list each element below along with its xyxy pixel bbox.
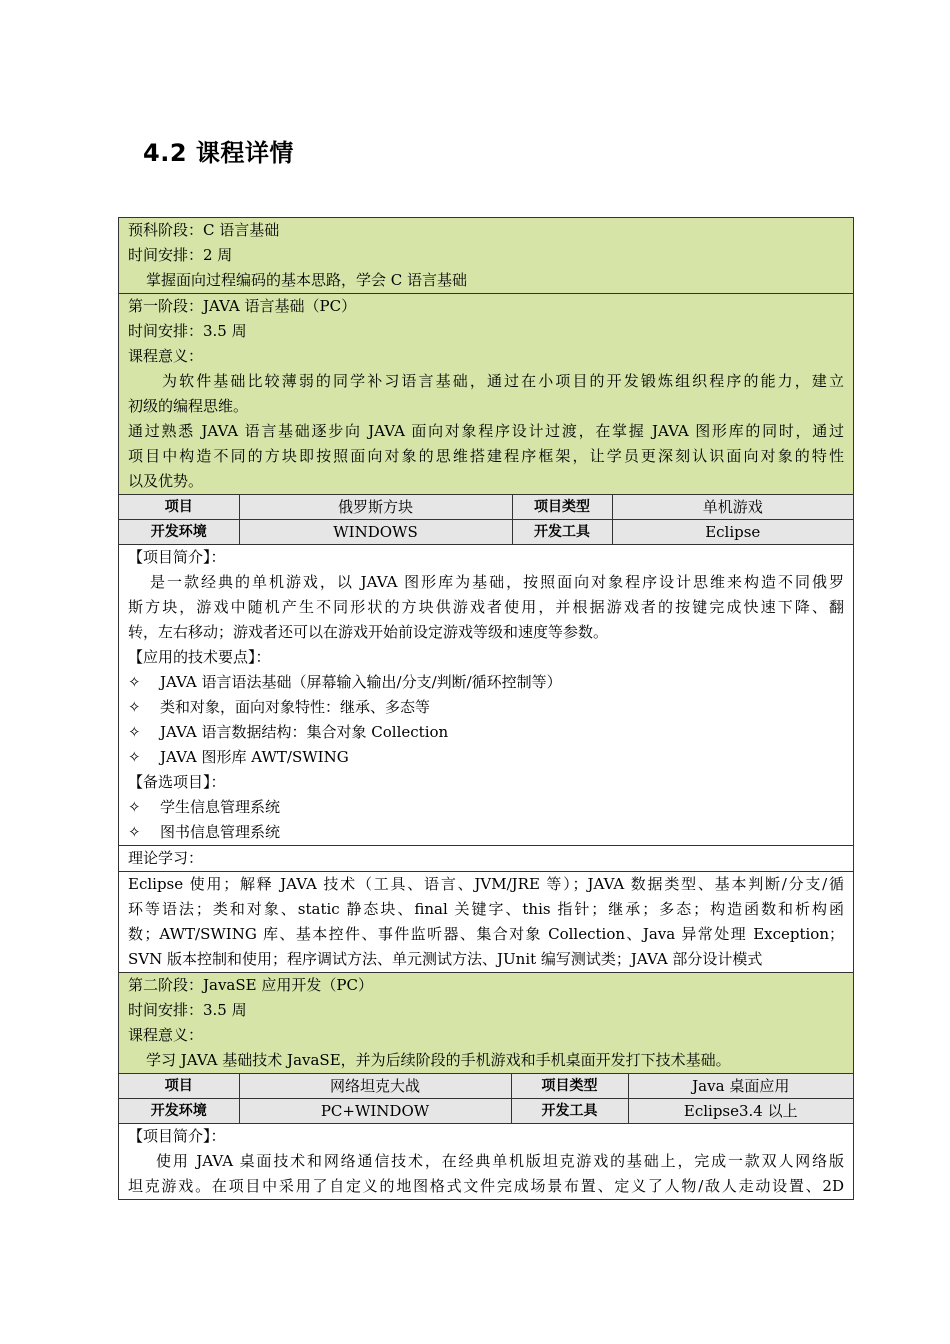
stage1-meaning-line: 为软件基础比较薄弱的同学补习语言基础，通过在小项目的开发锻炼组织程序的能力，建立 bbox=[162, 372, 844, 390]
tech-item-text: 类和对象，面向对象特性：继承、多态等 bbox=[160, 698, 431, 716]
stage1-intro-block bbox=[119, 545, 853, 846]
project-value: 俄罗斯方块 bbox=[239, 495, 512, 520]
stage1-block bbox=[119, 294, 853, 495]
stage2-meaning-label: 课程意义： bbox=[128, 1026, 204, 1044]
alt-item-text: 图书信息管理系统 bbox=[160, 823, 281, 841]
tech-item-text: JAVA 语言数据结构：集合对象 Collection bbox=[160, 723, 449, 741]
dev-env-label: 开发环境 bbox=[119, 1099, 239, 1124]
dev-tool-value: Eclipse3.4 以上 bbox=[628, 1099, 853, 1124]
dev-tool-value: Eclipse bbox=[612, 520, 853, 545]
stage2-title: 第二阶段：JavaSE 应用开发（PC） bbox=[128, 976, 373, 994]
project-type-value: Java 桌面应用 bbox=[628, 1074, 853, 1099]
intro-line: 是一款经典的单机游戏，以 JAVA 图形库为基础，按照面向对象程序设计思维来构造不同俄罗 bbox=[150, 573, 844, 591]
bullet-icon: ✧ bbox=[128, 723, 141, 741]
section-heading: 4.2 课程详情 bbox=[143, 139, 294, 167]
theory-line: SVN 版本控制和使用；程序调试方法、单元测试方法、JUnit 编写测试类；JAVA 部分设计模式 bbox=[128, 950, 763, 968]
tech-list-item bbox=[128, 670, 844, 695]
prep-stage-time: 时间安排：2 周 bbox=[128, 246, 233, 264]
project-type-label: 项目类型 bbox=[512, 495, 612, 520]
tech-list-item bbox=[128, 745, 844, 770]
dev-env-value: PC+WINDOW bbox=[239, 1099, 511, 1124]
bullet-icon: ✧ bbox=[128, 748, 141, 766]
alt-list-item bbox=[128, 820, 844, 845]
stage1-meaning-label: 课程意义： bbox=[128, 347, 204, 365]
stage1-meaning-line: 以及优势。 bbox=[128, 472, 204, 490]
alt-label: 【备选项目】： bbox=[128, 773, 226, 791]
alt-list-item bbox=[128, 795, 844, 820]
prep-stage-desc: 掌握面向过程编码的基本思路，学会 C 语言基础 bbox=[146, 271, 468, 289]
stage1-project-table bbox=[119, 495, 853, 545]
theory-content-block bbox=[119, 872, 853, 973]
stage2-time: 时间安排：3.5 周 bbox=[128, 1001, 247, 1019]
intro-line: 斯方块，游戏中随机产生不同形状的方块供游戏者使用，并根据游戏者的按键完成快速下降、翻 bbox=[128, 598, 844, 616]
intro-line: 转，左右移动；游戏者还可以在游戏开始前设定游戏等级和速度等参数。 bbox=[128, 623, 609, 641]
dev-env-label: 开发环境 bbox=[119, 520, 239, 545]
theory-line: 环等语法；类和对象、static 静态块、final 关键字、this 指针；继承；多态；构造函数和析构函 bbox=[128, 900, 844, 918]
theory-line: 数；AWT/SWING 库、基本控件、事件监听器、集合对象 Collection、Java 异常处理 Exception； bbox=[128, 925, 844, 943]
bullet-icon: ✧ bbox=[128, 798, 141, 816]
project-type-value: 单机游戏 bbox=[612, 495, 853, 520]
intro-line: 坦克游戏。在项目中采用了自定义的地图格式文件完成场景布置、定义了人物/敌人走动设置、2D bbox=[128, 1177, 844, 1195]
intro-line: 使用 JAVA 桌面技术和网络通信技术，在经典单机版坦克游戏的基础上，完成一款双人网络版 bbox=[156, 1152, 844, 1170]
tech-label: 【应用的技术要点】： bbox=[128, 648, 271, 666]
tech-item-text: JAVA 图形库 AWT/SWING bbox=[160, 748, 349, 766]
project-value: 网络坦克大战 bbox=[239, 1074, 511, 1099]
stage2-project-table bbox=[119, 1074, 853, 1124]
theory-label: 理论学习： bbox=[128, 849, 204, 867]
bullet-icon: ✧ bbox=[128, 698, 141, 716]
tech-list-item bbox=[128, 720, 844, 745]
project-type-label: 项目类型 bbox=[511, 1074, 628, 1099]
stage1-time: 时间安排：3.5 周 bbox=[128, 322, 247, 340]
stage2-meaning-line: 学习 JAVA 基础技术 JavaSE，并为后续阶段的手机游戏和手机桌面开发打下技术基础。 bbox=[146, 1051, 731, 1069]
stage1-meaning-line: 通过熟悉 JAVA 语言基础逐步向 JAVA 面向对象程序设计过渡，在掌握 JAVA 图形库的同时，通过 bbox=[128, 422, 844, 440]
stage1-title: 第一阶段：JAVA 语言基础（PC） bbox=[128, 297, 357, 315]
alt-item-text: 学生信息管理系统 bbox=[160, 798, 281, 816]
bullet-icon: ✧ bbox=[128, 673, 141, 691]
tech-list-item bbox=[128, 695, 844, 720]
intro-label: 【项目简介】： bbox=[128, 1127, 226, 1145]
project-label: 项目 bbox=[119, 495, 239, 520]
theory-line: Eclipse 使用；解释 JAVA 技术（工具、语言、JVM/JRE 等）；JAVA 数据类型、基本判断/分支/循 bbox=[128, 875, 844, 893]
dev-env-value: WINDOWS bbox=[239, 520, 512, 545]
stage2-intro-block bbox=[119, 1124, 853, 1199]
dev-tool-label: 开发工具 bbox=[512, 520, 612, 545]
stage2-block bbox=[119, 973, 853, 1074]
course-detail-table bbox=[118, 217, 854, 1200]
tech-item-text: JAVA 语言语法基础（屏幕输入输出/分支/判断/循环控制等） bbox=[160, 673, 562, 691]
intro-label: 【项目简介】： bbox=[128, 548, 226, 566]
theory-label-block bbox=[119, 846, 853, 872]
bullet-icon: ✧ bbox=[128, 823, 141, 841]
stage1-meaning-line: 项目中构造不同的方块即按照面向对象的思维搭建程序框架，让学员更深刻认识面向对象的特性 bbox=[128, 447, 844, 465]
stage1-meaning-line: 初级的编程思维。 bbox=[128, 397, 249, 415]
dev-tool-label: 开发工具 bbox=[511, 1099, 628, 1124]
project-label: 项目 bbox=[119, 1074, 239, 1099]
prep-stage-title: 预科阶段：C 语言基础 bbox=[128, 221, 280, 239]
prep-stage-block bbox=[119, 218, 853, 294]
